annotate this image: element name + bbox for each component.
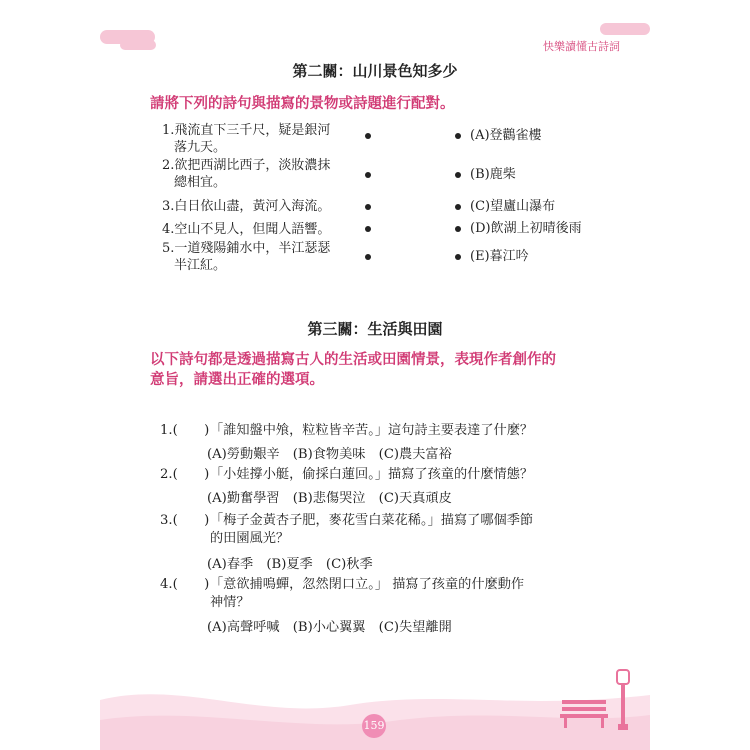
question-4: 4.( )「意欲捕鳴蟬，忽然閉口立。」 描寫了孩童的什麼動作 神情？	[160, 577, 525, 610]
matching-left-item: 4.空山不見人，但聞人語響。	[162, 222, 331, 237]
cloud-decoration-right	[600, 23, 650, 35]
section2-instruction: 請將下列的詩句與描寫的景物或詩題進行配對。	[150, 95, 455, 112]
match-dot-left-1[interactable]	[365, 133, 371, 139]
section3-instruction: 以下詩句都是透過描寫古人的生活或田園情景，表現作者創作的 意旨，請選出正確的選項。	[150, 351, 556, 388]
question-1-options: (A)勞動艱辛 (B)食物美味 (C)農夫富裕	[207, 447, 452, 462]
section3-title: 第三關：生活與田園	[307, 320, 443, 338]
page-number-badge: 159	[362, 714, 386, 738]
match-dot-right-d[interactable]	[455, 226, 461, 232]
match-dot-right-e[interactable]	[455, 254, 461, 260]
lamp-post-icon	[614, 668, 632, 732]
matching-right-item: (A)登鸛雀樓	[470, 128, 542, 143]
match-dot-right-b[interactable]	[455, 172, 461, 178]
question-2: 2.( )「小娃撐小艇，偷採白蓮回。」描寫了孩童的什麼情態？	[160, 467, 534, 482]
section2-title: 第二關：山川景色知多少	[292, 62, 458, 80]
answer-blank[interactable]: 2.( )	[160, 467, 210, 482]
match-dot-left-4[interactable]	[365, 226, 371, 232]
answer-blank[interactable]: 1.( )	[160, 423, 210, 438]
book-page	[100, 18, 650, 750]
cloud-decoration-left-small	[120, 40, 156, 50]
matching-left-item: 2.欲把西湖比西子，淡妝濃抹 總相宜。	[162, 158, 331, 190]
match-dot-right-a[interactable]	[455, 133, 461, 139]
matching-left-item: 3.白日依山盡，黃河入海流。	[162, 199, 331, 214]
answer-blank[interactable]: 3.( )	[160, 513, 210, 528]
park-bench-icon	[560, 698, 608, 728]
match-dot-right-c[interactable]	[455, 204, 461, 210]
matching-right-item: (D)飲湖上初晴後雨	[470, 221, 582, 236]
question-4-options: (A)高聲呼喊 (B)小心翼翼 (C)失望離開	[207, 620, 452, 635]
match-dot-left-3[interactable]	[365, 204, 371, 210]
matching-right-item: (C)望廬山瀑布	[470, 199, 556, 214]
question-3-options: (A)春季 (B)夏季 (C)秋季	[207, 557, 373, 572]
matching-right-item: (E)暮江吟	[470, 249, 529, 264]
question-2-options: (A)勤奮學習 (B)悲傷哭泣 (C)天真頑皮	[207, 491, 452, 506]
match-dot-left-2[interactable]	[365, 172, 371, 178]
question-1: 1.( )「誰知盤中飧，粒粒皆辛苦。」這句詩主要表達了什麼？	[160, 423, 534, 438]
matching-left-item: 5.一道殘陽鋪水中，半江瑟瑟 半江紅。	[162, 241, 331, 273]
book-title: 快樂讀懂古詩詞	[543, 40, 620, 53]
question-3: 3.( )「梅子金黃杏子肥，麥花雪白菜花稀。」描寫了哪個季節 的田園風光？	[160, 513, 534, 546]
matching-left-item: 1.飛流直下三千尺，疑是銀河 落九天。	[162, 123, 331, 155]
match-dot-left-5[interactable]	[365, 254, 371, 260]
matching-right-item: (B)鹿柴	[470, 167, 516, 182]
answer-blank[interactable]: 4.( )	[160, 577, 210, 592]
